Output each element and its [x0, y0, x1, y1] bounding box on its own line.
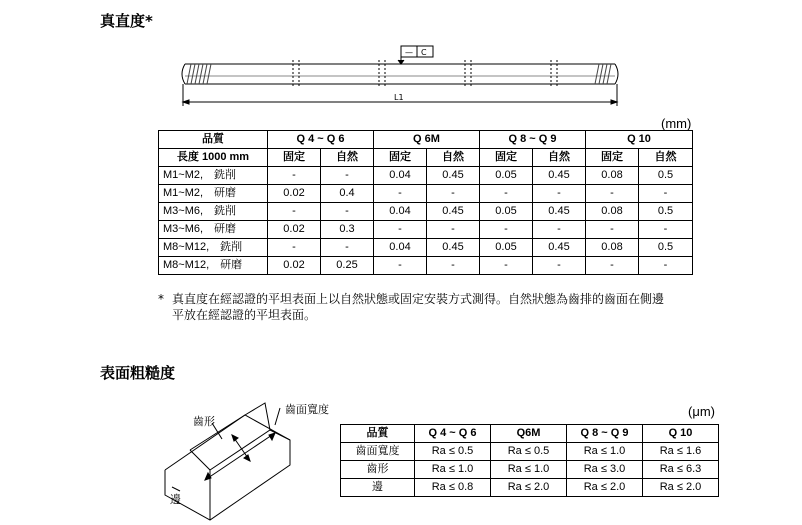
header-cell: Q 8 ~ Q 9: [567, 425, 643, 443]
value-cell: Ra ≤ 3.0: [567, 461, 643, 479]
value-cell: -: [427, 257, 480, 275]
roughness-unit: (μm): [688, 404, 715, 419]
row-label-cell: M1~M2, 研磨: [159, 185, 268, 203]
value-cell: Ra ≤ 1.0: [491, 461, 567, 479]
value-cell: 0.02: [268, 257, 321, 275]
table-row: [159, 239, 693, 257]
value-cell: 0.45: [427, 167, 480, 185]
value-cell: -: [533, 221, 586, 239]
table-row: [159, 257, 693, 275]
row-label-cell: M3~M6, 研磨: [159, 221, 268, 239]
value-cell: Ra ≤ 2.0: [643, 479, 719, 497]
datum-letter: C: [421, 48, 427, 57]
value-cell: Ra ≤ 6.3: [643, 461, 719, 479]
header-cell: 自然: [321, 149, 374, 167]
value-cell: 0.05: [480, 239, 533, 257]
header-cell: Q 6M: [374, 131, 480, 149]
value-cell: -: [321, 239, 374, 257]
value-cell: Ra ≤ 1.6: [643, 443, 719, 461]
table-row: [159, 203, 693, 221]
value-cell: 0.5: [639, 203, 693, 221]
value-cell: 0.02: [268, 185, 321, 203]
header-cell: 自然: [639, 149, 693, 167]
tolerance-symbol: —: [405, 48, 413, 57]
header-cell: 品質: [341, 425, 415, 443]
value-cell: Ra ≤ 0.8: [415, 479, 491, 497]
value-cell: -: [374, 185, 427, 203]
table-row: [159, 221, 693, 239]
face-width-label: 齒面寬度: [285, 403, 329, 416]
header-cell: Q 4 ~ Q 6: [415, 425, 491, 443]
table-row: [159, 185, 693, 203]
value-cell: 0.25: [321, 257, 374, 275]
header-cell: Q 10: [643, 425, 719, 443]
header-cell: 長度 1000 mm: [159, 149, 268, 167]
value-cell: 0.45: [533, 167, 586, 185]
value-cell: -: [639, 185, 693, 203]
header-cell: Q 4 ~ Q 6: [268, 131, 374, 149]
value-cell: 0.08: [586, 203, 639, 221]
value-cell: 0.45: [533, 239, 586, 257]
value-cell: -: [480, 221, 533, 239]
value-cell: 0.3: [321, 221, 374, 239]
value-cell: -: [639, 221, 693, 239]
header-cell: 自然: [533, 149, 586, 167]
value-cell: -: [374, 257, 427, 275]
value-cell: -: [427, 185, 480, 203]
straightness-title: 真直度*: [100, 12, 153, 30]
header-cell: 固定: [586, 149, 639, 167]
value-cell: Ra ≤ 1.0: [567, 443, 643, 461]
header-cell: 固定: [268, 149, 321, 167]
row-label-cell: 齒面寬度: [341, 443, 415, 461]
value-cell: 0.45: [427, 203, 480, 221]
value-cell: -: [268, 203, 321, 221]
edge-label: 邊: [170, 493, 181, 506]
value-cell: 0.45: [533, 203, 586, 221]
roughness-table: [340, 424, 719, 497]
table-row: [341, 461, 719, 479]
value-cell: 0.08: [586, 239, 639, 257]
straightness-note-line2: 平放在經認證的平坦表面。: [172, 308, 317, 322]
value-cell: -: [321, 167, 374, 185]
value-cell: 0.5: [639, 167, 693, 185]
value-cell: Ra ≤ 1.0: [415, 461, 491, 479]
table-row: [341, 443, 719, 461]
value-cell: -: [480, 257, 533, 275]
value-cell: 0.05: [480, 203, 533, 221]
tooth-profile-label: 齒形: [193, 415, 215, 428]
table-header-quality-row: [159, 131, 693, 149]
table-row: [341, 479, 719, 497]
value-cell: -: [480, 185, 533, 203]
table-row: [159, 167, 693, 185]
value-cell: -: [586, 185, 639, 203]
roughness-header-row: [341, 425, 719, 443]
header-cell: Q 8 ~ Q 9: [480, 131, 586, 149]
value-cell: 0.4: [321, 185, 374, 203]
value-cell: 0.04: [374, 239, 427, 257]
roughness-title: 表面粗糙度: [100, 364, 176, 382]
rack-straightness-diagram: [175, 40, 625, 110]
value-cell: 0.05: [480, 167, 533, 185]
header-cell: 固定: [374, 149, 427, 167]
value-cell: 0.5: [639, 239, 693, 257]
value-cell: -: [374, 221, 427, 239]
value-cell: -: [533, 185, 586, 203]
value-cell: -: [427, 221, 480, 239]
value-cell: -: [586, 221, 639, 239]
value-cell: 0.04: [374, 203, 427, 221]
value-cell: 0.02: [268, 221, 321, 239]
table-header-mount-row: [159, 149, 693, 167]
value-cell: Ra ≤ 2.0: [491, 479, 567, 497]
value-cell: Ra ≤ 0.5: [415, 443, 491, 461]
row-label-cell: M3~M6, 銑削: [159, 203, 268, 221]
header-cell: Q6M: [491, 425, 567, 443]
row-label-cell: M1~M2, 銑削: [159, 167, 268, 185]
value-cell: 0.45: [427, 239, 480, 257]
value-cell: -: [321, 203, 374, 221]
value-cell: Ra ≤ 2.0: [567, 479, 643, 497]
row-label-cell: 邊: [341, 479, 415, 497]
value-cell: -: [268, 167, 321, 185]
straightness-note-mark: *: [158, 292, 164, 306]
header-cell: 固定: [480, 149, 533, 167]
value-cell: -: [268, 239, 321, 257]
value-cell: 0.04: [374, 167, 427, 185]
value-cell: -: [639, 257, 693, 275]
straightness-table: [158, 130, 693, 275]
row-label-cell: M8~M12, 研磨: [159, 257, 268, 275]
straightness-note-line1: 真直度在經認證的平坦表面上以自然狀態或固定安裝方式測得。自然狀態為齒排的齒面在側邊: [172, 292, 665, 306]
value-cell: -: [586, 257, 639, 275]
value-cell: Ra ≤ 0.5: [491, 443, 567, 461]
row-label-cell: 齒形: [341, 461, 415, 479]
header-cell: 品質: [159, 131, 268, 149]
straightness-unit: (mm): [661, 116, 692, 131]
length-label: L1: [394, 93, 404, 102]
row-label-cell: M8~M12, 銑削: [159, 239, 268, 257]
value-cell: -: [533, 257, 586, 275]
value-cell: 0.08: [586, 167, 639, 185]
header-cell: 自然: [427, 149, 480, 167]
header-cell: Q 10: [586, 131, 693, 149]
